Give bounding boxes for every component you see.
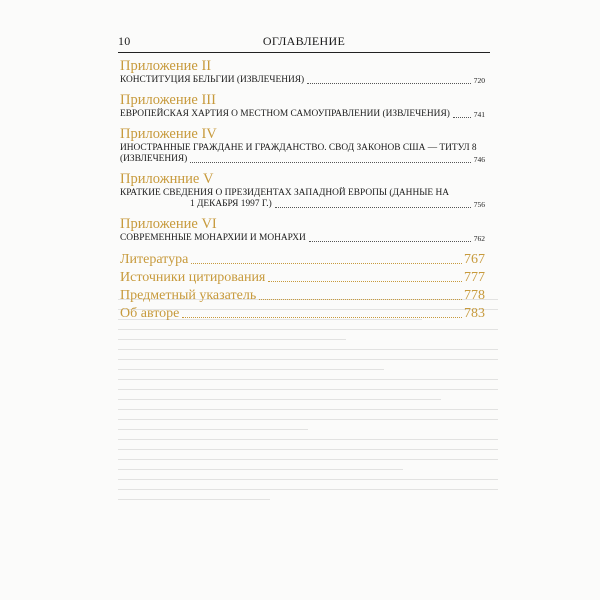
appendix-title: Приложнние V bbox=[120, 171, 214, 187]
toc-section-text: Литература bbox=[120, 252, 189, 267]
leader-dots bbox=[268, 281, 462, 282]
leader-dots bbox=[309, 241, 471, 242]
toc-section-page: 777 bbox=[464, 270, 485, 285]
toc-entry-page: 756 bbox=[473, 200, 485, 209]
page-header bbox=[118, 34, 490, 52]
page-number: 10 bbox=[118, 34, 131, 48]
toc-section-text: Источники цитирования bbox=[120, 270, 266, 285]
toc-entry[interactable] bbox=[120, 109, 485, 120]
toc-section-author[interactable] bbox=[120, 305, 485, 322]
toc-entry-page: 720 bbox=[473, 76, 485, 85]
appendix-title: Приложение VI bbox=[120, 216, 217, 232]
toc-entry-page: 762 bbox=[473, 234, 485, 243]
appendix-title: Приложение III bbox=[120, 92, 216, 108]
leader-dots bbox=[182, 317, 462, 318]
leader-dots bbox=[191, 263, 462, 264]
table-of-contents bbox=[120, 58, 485, 322]
toc-entry-text-line2: 1 ДЕКАБРЯ 1997 Г.) bbox=[190, 199, 272, 209]
toc-section-page: 778 bbox=[464, 288, 485, 303]
toc-entry-text: КОНСТИТУЦИЯ БЕЛЬГИИ (ИЗВЛЕЧЕНИЯ) bbox=[120, 75, 305, 85]
toc-section-sources[interactable] bbox=[120, 269, 485, 286]
toc-entry[interactable] bbox=[120, 143, 485, 165]
leader-dots bbox=[259, 299, 462, 300]
toc-entry-page: 746 bbox=[473, 155, 485, 164]
toc-section-index[interactable] bbox=[120, 287, 485, 304]
toc-entry-text-line2: (ИЗВЛЕЧЕНИЯ) bbox=[120, 154, 188, 164]
running-title: ОГЛАВЛЕНИЕ bbox=[262, 34, 346, 48]
toc-section-page: 783 bbox=[464, 306, 485, 321]
toc-section-page: 767 bbox=[464, 252, 485, 267]
toc-section-text: Об авторе bbox=[120, 306, 180, 321]
leader-dots bbox=[190, 162, 470, 163]
appendix-title: Приложение II bbox=[120, 58, 212, 74]
appendix-title: Приложение IV bbox=[120, 126, 217, 142]
leader-dots bbox=[275, 207, 471, 208]
leader-dots bbox=[307, 83, 471, 84]
header-rule bbox=[118, 52, 490, 53]
toc-section-literature[interactable] bbox=[120, 251, 485, 268]
toc-entry-text: СОВРЕМЕННЫЕ МОНАРХИИ И МОНАРХИ bbox=[120, 233, 306, 243]
toc-entry[interactable] bbox=[120, 75, 485, 86]
toc-entry[interactable] bbox=[120, 233, 485, 244]
leader-dots bbox=[453, 117, 471, 118]
toc-section-text: Предметный указатель bbox=[120, 288, 257, 303]
toc-entry[interactable] bbox=[120, 188, 485, 210]
toc-entry-text-line1: ИНОСТРАННЫЕ ГРАЖДАНЕ И ГРАЖДАНСТВО. СВОД ЗАКОНОВ США — ТИТУЛ 8 bbox=[120, 143, 477, 153]
toc-entry-text: ЕВРОПЕЙСКАЯ ХАРТИЯ О МЕСТНОМ САМОУПРАВЛЕНИИ (ИЗВЛЕЧЕНИЯ) bbox=[120, 109, 450, 119]
toc-entry-page: 741 bbox=[473, 110, 485, 119]
toc-entry-text-line1: КРАТКИЕ СВЕДЕНИЯ О ПРЕЗИДЕНТАХ ЗАПАДНОЙ ЕВРОПЫ (ДАННЫЕ НА bbox=[120, 188, 450, 198]
bleed-through-text bbox=[118, 290, 498, 590]
